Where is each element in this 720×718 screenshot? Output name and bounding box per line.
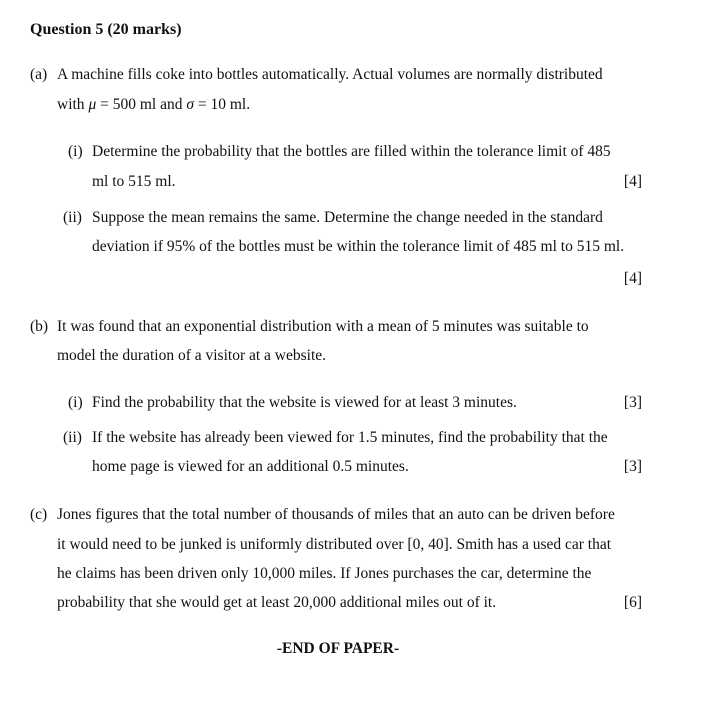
part-b-i-label: (i) — [68, 394, 83, 411]
part-b-ii-line-1: If the website has already been viewed for 1.5 minutes, find the probability that the — [92, 429, 608, 446]
part-a-line-1: A machine fills coke into bottles automatically. Actual volumes are normally distributed — [57, 66, 603, 83]
sigma-symbol: σ — [186, 96, 194, 113]
part-a-i-label: (i) — [68, 143, 83, 160]
part-b-i-marks: [3] — [623, 394, 642, 411]
part-a-i-marks: [4] — [623, 173, 642, 190]
part-a-ii-marks: [4] — [623, 270, 642, 287]
part-a-label: (a) — [30, 66, 48, 83]
sigma-value: = 10 ml. — [193, 96, 251, 113]
part-a-line-2 — [57, 96, 250, 114]
part-c-line-3: he claims has been driven only 10,000 miles. If Jones purchases the car, determine the — [57, 565, 592, 582]
mu-symbol: μ — [88, 96, 97, 113]
part-a-ii-line-1: Suppose the mean remains the same. Determine the change needed in the standard — [92, 209, 603, 226]
part-b-label: (b) — [30, 318, 49, 335]
part-b-ii-label: (ii) — [63, 429, 82, 446]
mu-value: = 500 ml and — [96, 96, 187, 113]
part-a-i-line-1: Determine the probability that the bottles are filled within the tolerance limit of 485 — [92, 143, 611, 160]
part-c-line-4: probability that she would get at least 20,000 additional miles out of it. — [57, 594, 497, 611]
part-b-ii-line-2: home page is viewed for an additional 0.5 minutes. — [92, 458, 409, 475]
question-title: Question 5 (20 marks) — [30, 21, 182, 38]
part-a-ii-label: (ii) — [63, 209, 82, 226]
part-b-line-1: It was found that an exponential distribution with a mean of 5 minutes was suitable to — [57, 318, 589, 335]
part-a-ii-line-2: deviation if 95% of the bottles must be within the tolerance limit of 485 ml to 515 ml. — [92, 238, 625, 255]
part-a-with: with — [57, 96, 89, 113]
part-b-line-2: model the duration of a visitor at a website. — [57, 347, 327, 364]
part-c-marks: [6] — [623, 594, 642, 611]
part-c-line-2: it would need to be junked is uniformly distributed over [0, 40]. Smith has a used car that — [57, 536, 612, 553]
part-c-label: (c) — [30, 506, 48, 523]
part-b-ii-marks: [3] — [623, 458, 642, 475]
part-a-i-line-2: ml to 515 ml. — [92, 173, 176, 190]
part-c-line-1: Jones figures that the total number of thousands of miles that an auto can be driven before — [57, 506, 615, 523]
end-of-paper: -END OF PAPER- — [276, 640, 400, 657]
part-b-i-line-1: Find the probability that the website is viewed for at least 3 minutes. — [92, 394, 517, 411]
